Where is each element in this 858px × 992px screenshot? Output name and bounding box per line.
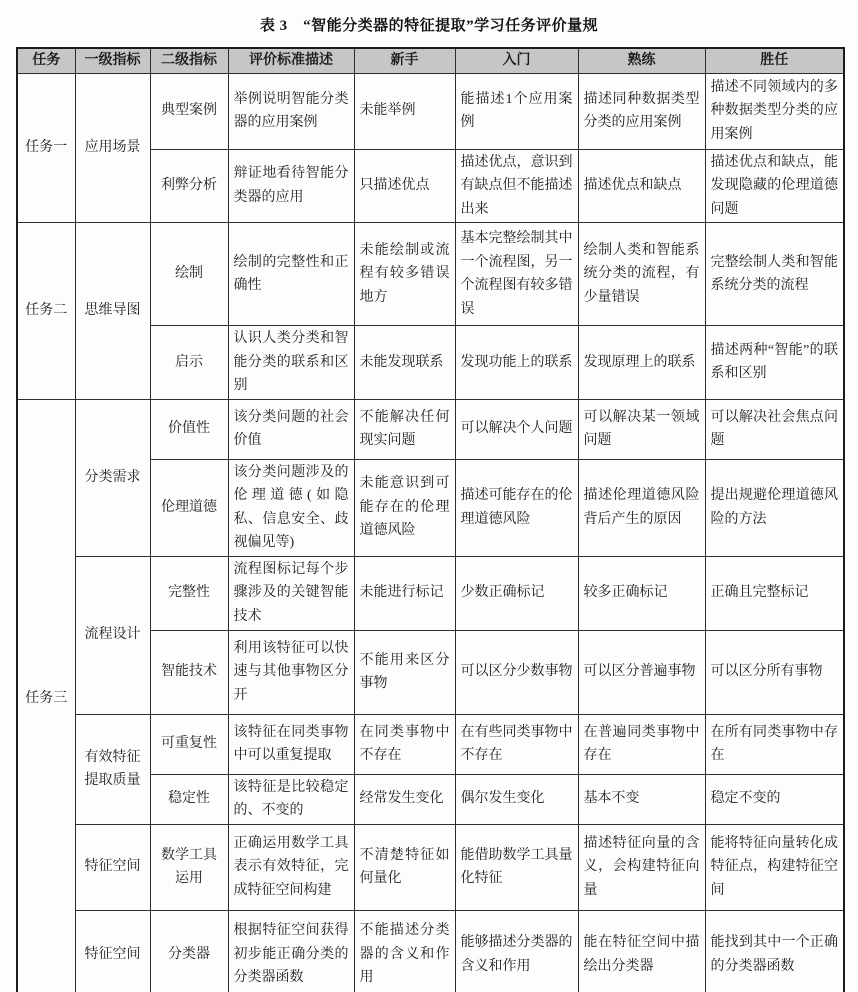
cell-criteria: 该分类问题的社会价值 — [228, 399, 354, 459]
cell-novice: 未能意识到可能存在的伦理道德风险 — [354, 459, 455, 556]
cell-novice: 未能绘制或流程有较多错误地方 — [354, 223, 455, 326]
cell-criteria: 辩证地看待智能分类器的应用 — [228, 149, 354, 223]
table-row — [17, 73, 844, 149]
cell-proficient: 描述特征向量的含义，会构建特征向量 — [578, 824, 705, 910]
column-header-1: 一级指标 — [75, 48, 150, 73]
cell-competent: 描述两种“智能”的联系和区别 — [705, 326, 844, 400]
cell-beginner: 描述可能存在的伦理道德风险 — [455, 459, 578, 556]
cell-indicator1: 思维导图 — [75, 223, 150, 400]
cell-indicator2: 完整性 — [150, 556, 228, 630]
column-header-2: 二级指标 — [150, 48, 228, 73]
cell-beginner: 发现功能上的联系 — [455, 326, 578, 400]
cell-novice: 不清楚特征如何量化 — [354, 824, 455, 910]
table-row — [17, 910, 844, 992]
table-row — [17, 223, 844, 326]
cell-indicator2: 智能技术 — [150, 630, 228, 714]
cell-competent: 在所有同类事物中存在 — [705, 714, 844, 774]
cell-criteria: 举例说明智能分类器的应用案例 — [228, 73, 354, 149]
cell-beginner: 可以区分少数事物 — [455, 630, 578, 714]
table-row — [17, 556, 844, 630]
cell-proficient: 绘制人类和智能系统分类的流程，有少量错误 — [578, 223, 705, 326]
cell-indicator2: 数学工具运用 — [150, 824, 228, 910]
cell-competent: 可以区分所有事物 — [705, 630, 844, 714]
cell-beginner: 可以解决个人问题 — [455, 399, 578, 459]
cell-novice: 不能描述分类器的含义和作用 — [354, 910, 455, 992]
cell-proficient: 描述优点和缺点 — [578, 149, 705, 223]
column-header-5: 入门 — [455, 48, 578, 73]
cell-indicator2: 可重复性 — [150, 714, 228, 774]
cell-competent: 描述优点和缺点，能发现隐藏的伦理道德问题 — [705, 149, 844, 223]
cell-proficient: 在普遍同类事物中存在 — [578, 714, 705, 774]
cell-beginner: 能够描述分类器的含义和作用 — [455, 910, 578, 992]
cell-proficient: 描述同种数据类型分类的应用案例 — [578, 73, 705, 149]
cell-proficient: 能在特征空间中描绘出分类器 — [578, 910, 705, 992]
cell-novice: 只描述优点 — [354, 149, 455, 223]
cell-criteria: 认识人类分类和智能分类的联系和区别 — [228, 326, 354, 400]
cell-indicator1: 应用场景 — [75, 73, 150, 223]
cell-novice: 未能发现联系 — [354, 326, 455, 400]
cell-competent: 描述不同领域内的多种数据类型分类的应用案例 — [705, 73, 844, 149]
cell-beginner: 基本完整绘制其中一个流程图，另一个流程图有较多错误 — [455, 223, 578, 326]
cell-criteria: 该特征是比较稳定的、不变的 — [228, 774, 354, 824]
cell-indicator2: 价值性 — [150, 399, 228, 459]
cell-novice: 经常发生变化 — [354, 774, 455, 824]
cell-indicator2: 绘制 — [150, 223, 228, 326]
cell-criteria: 流程图标记每个步骤涉及的关键智能技术 — [228, 556, 354, 630]
cell-competent: 可以解决社会焦点问题 — [705, 399, 844, 459]
cell-task: 任务二 — [17, 223, 75, 400]
table-body — [17, 73, 844, 992]
column-header-3: 评价标准描述 — [228, 48, 354, 73]
cell-beginner: 描述优点，意识到有缺点但不能描述出来 — [455, 149, 578, 223]
cell-beginner: 偶尔发生变化 — [455, 774, 578, 824]
cell-beginner: 能描述1个应用案例 — [455, 73, 578, 149]
column-header-4: 新手 — [354, 48, 455, 73]
cell-competent: 能找到其中一个正确的分类器函数 — [705, 910, 844, 992]
cell-novice: 不能解决任何现实问题 — [354, 399, 455, 459]
cell-novice: 未能举例 — [354, 73, 455, 149]
rubric-table — [16, 47, 845, 992]
cell-competent: 能将特征向量转化成特征点，构建特征空间 — [705, 824, 844, 910]
cell-task: 任务三 — [17, 399, 75, 992]
cell-indicator1: 特征空间 — [75, 910, 150, 992]
cell-novice: 在同类事物中不存在 — [354, 714, 455, 774]
cell-proficient: 描述伦理道德风险背后产生的原因 — [578, 459, 705, 556]
header-row — [17, 48, 844, 73]
cell-task: 任务一 — [17, 73, 75, 223]
cell-criteria: 正确运用数学工具表示有效特征，完成特征空间构建 — [228, 824, 354, 910]
cell-criteria: 利用该特征可以快速与其他事物区分开 — [228, 630, 354, 714]
cell-novice: 不能用来区分事物 — [354, 630, 455, 714]
cell-criteria: 绘制的完整性和正确性 — [228, 223, 354, 326]
cell-indicator2: 分类器 — [150, 910, 228, 992]
cell-beginner: 能借助数学工具量化特征 — [455, 824, 578, 910]
table-title: 表 3 “智能分类器的特征提取”学习任务评价量规 — [259, 18, 599, 34]
cell-beginner: 少数正确标记 — [455, 556, 578, 630]
cell-indicator2: 稳定性 — [150, 774, 228, 824]
column-header-6: 熟练 — [578, 48, 705, 73]
cell-proficient: 可以解决某一领域问题 — [578, 399, 705, 459]
cell-competent: 正确且完整标记 — [705, 556, 844, 630]
cell-novice: 未能进行标记 — [354, 556, 455, 630]
cell-competent: 稳定不变的 — [705, 774, 844, 824]
table-header-row — [17, 48, 844, 73]
cell-competent: 完整绘制人类和智能系统分类的流程 — [705, 223, 844, 326]
cell-criteria: 该分类问题涉及的伦理道德(如隐私、信息安全、歧视偏见等) — [228, 459, 354, 556]
cell-indicator2: 伦理道德 — [150, 459, 228, 556]
column-header-7: 胜任 — [705, 48, 844, 73]
cell-beginner: 在有些同类事物中不存在 — [455, 714, 578, 774]
cell-proficient: 可以区分普遍事物 — [578, 630, 705, 714]
column-header-0: 任务 — [17, 48, 75, 73]
cell-indicator2: 利弊分析 — [150, 149, 228, 223]
cell-indicator1: 分类需求 — [75, 399, 150, 556]
cell-criteria: 根据特征空间获得初步能正确分类的分类器函数 — [228, 910, 354, 992]
cell-indicator1: 流程设计 — [75, 556, 150, 714]
table-row — [17, 714, 844, 774]
cell-competent: 提出规避伦理道德风险的方法 — [705, 459, 844, 556]
table-row — [17, 824, 844, 910]
cell-indicator2: 典型案例 — [150, 73, 228, 149]
cell-proficient: 较多正确标记 — [578, 556, 705, 630]
cell-indicator2: 启示 — [150, 326, 228, 400]
table-row — [17, 399, 844, 459]
cell-proficient: 发现原理上的联系 — [578, 326, 705, 400]
cell-indicator1: 有效特征提取质量 — [75, 714, 150, 824]
cell-proficient: 基本不变 — [578, 774, 705, 824]
cell-indicator1: 特征空间 — [75, 824, 150, 910]
cell-criteria: 该特征在同类事物中可以重复提取 — [228, 714, 354, 774]
